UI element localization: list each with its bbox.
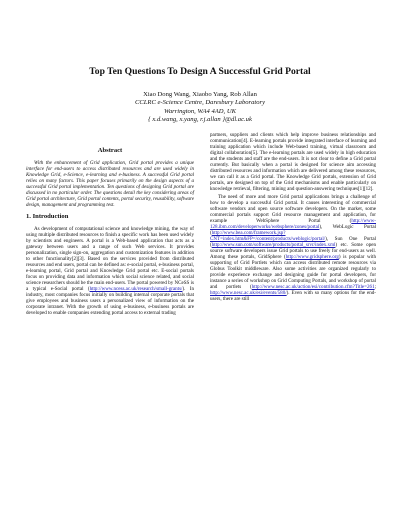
abstract-heading: Abstract — [97, 147, 123, 154]
intro-paragraph-1-cont: partners, suppliers and clients which help improve business relationships and communication[4]. E-learning portals provide integrated interface of learning and training application which include Web-based training, virtual classroom and digital collaboration[5]. The e-learning portals are used widely in high education and the students and staff are the end-users. It is not clear to define a Grid portal currently. But basically when a portal is designed for science aim accessing distributed resources and information which are delivered among these resources, we can call it as a Grid portal. The Knowledge Grid portals, extension of Grid portals, are designed on top of the Grid mechanisms and enable particularly on knowledge retrieval, filtering, mining and question-answering techniques[1][12]. — [210, 132, 376, 193]
ncess-link[interactable]: http://www.ncess.ac.uk/research/small-grants/ — [89, 286, 183, 293]
abstract-text: With the enhancement of Grid application, Grid portal provides a unique interface for end-users to access distributed resources and are used widely in Knowledge Grid, e-Science, e-learning and e-business. A successful Grid portal relies on many factors. This paper focuses primarily on the design aspects of a successful Grid portal implementation. Ten questions of designing Grid portal are discussed in no particular order. The questions detail the key considering areas of Grid portal architecture, Grid portal contents, portal security, reusability, software design, management and programming test. — [26, 160, 194, 209]
weblogic-link[interactable]: http://www.bea.com/framework.jsp?CNT=index.htm&FP=/content/products/weblogic/portal/ — [210, 230, 326, 243]
nesc-link-2[interactable]: http://www.nesc.ac.uk/esi/events/580/ — [210, 290, 287, 297]
right-column — [210, 132, 376, 304]
nesc-link-1[interactable]: http://www.nesc.ac.uk/action/esi/contribution.cfm?Title=261 — [251, 284, 375, 291]
intro-paragraph-2: The need of more and more Grid portal applications brings a challenge of how to develop a successful Grid portal. It causes interesting of commercial software vendors and open source software developers. On the market, some commercial portals support Grid resource management and application, for example WebSphere Portal (http://www-128.ibm.com/developerworks/websphere/zones/portal), WebLogic Portal (http://www.bea.com/framework.jsp?CNT=index.htm&FP=/content/products/weblogic/portal/), Sun One Portal (http://www.sun.com/software/products/portal_srvr/index.xml) etc. Some open source software developers issue Grid portals to use freely for end-users as well. Among these portals, GridSphere (http://www.gridsphere.org) is popular with supporting of Grid Portlets which can access distributed remote resources via Globus Toolkit middleware. Also some activities are organized regularly to provide experience exchange and designing guide for portal developers, for instance a series of workshop on Grid Computing Portals, and workshop of portal and portlets (http://www.nesc.ac.uk/action/esi/contribution.cfm?Title=261; http://www.nesc.ac.uk/esi/events/580/). Even with so many options for the end-users, there are still — [210, 194, 376, 303]
emails: { x.d.wang, x.yang, r.j.allan }@dl.ac.uk — [148, 115, 252, 123]
websphere-link[interactable]: http://www-128.ibm.com/developerworks/websphere/zones/portal — [210, 218, 376, 231]
affiliation: CCLRC e-Science Centre, Daresbury Laboratory — [134, 99, 266, 107]
gridsphere-link[interactable]: http://www.gridsphere.org — [285, 254, 339, 261]
left-column — [26, 148, 194, 318]
sun-one-link[interactable]: http://www.sun.com/software/products/portal_srvr/index.xml — [211, 242, 336, 249]
paper-title: Top Ten Questions To Design A Successful Grid Portal — [89, 66, 311, 77]
author-block — [0, 91, 400, 124]
intro-heading: 1. Introduction — [26, 213, 69, 221]
author-names: Xiao Dong Wang, Xiaobo Yang, Rob Allan — [143, 91, 257, 98]
address: Warrington, WA4 4AD, UK — [163, 107, 236, 115]
intro-paragraph-1: As development of computational science and knowledge mining, the way of using multiple distributed resources to finish a specific work has been used widely by scientists and engineers. A portal is a Web-based application that acts as a gateway between users and a range of such Web services. It provides personalization, single sign-on, aggregation and customization features in addition to other functionality[2][3]. Based on the services provided from distributed resources and end users, portal can be defined as: e-social portal, e-business portal, e-learning portal, Grid portal and Knowledge Grid portal etc. E-social portals focus on providing data and information which social science related, and social science researchers should be the main end-users. The portal powered by NCeSS is a typical e-Social portal (http://www.ncess.ac.uk/research/small-grants/). In industry, most companies focus initially on building internal corporate portals that give employees and business users a personalized view of information on the corporate intranet. With the growth of using e-business, e-business portals are developed to enable companies extending portal access to external trading — [26, 226, 194, 317]
